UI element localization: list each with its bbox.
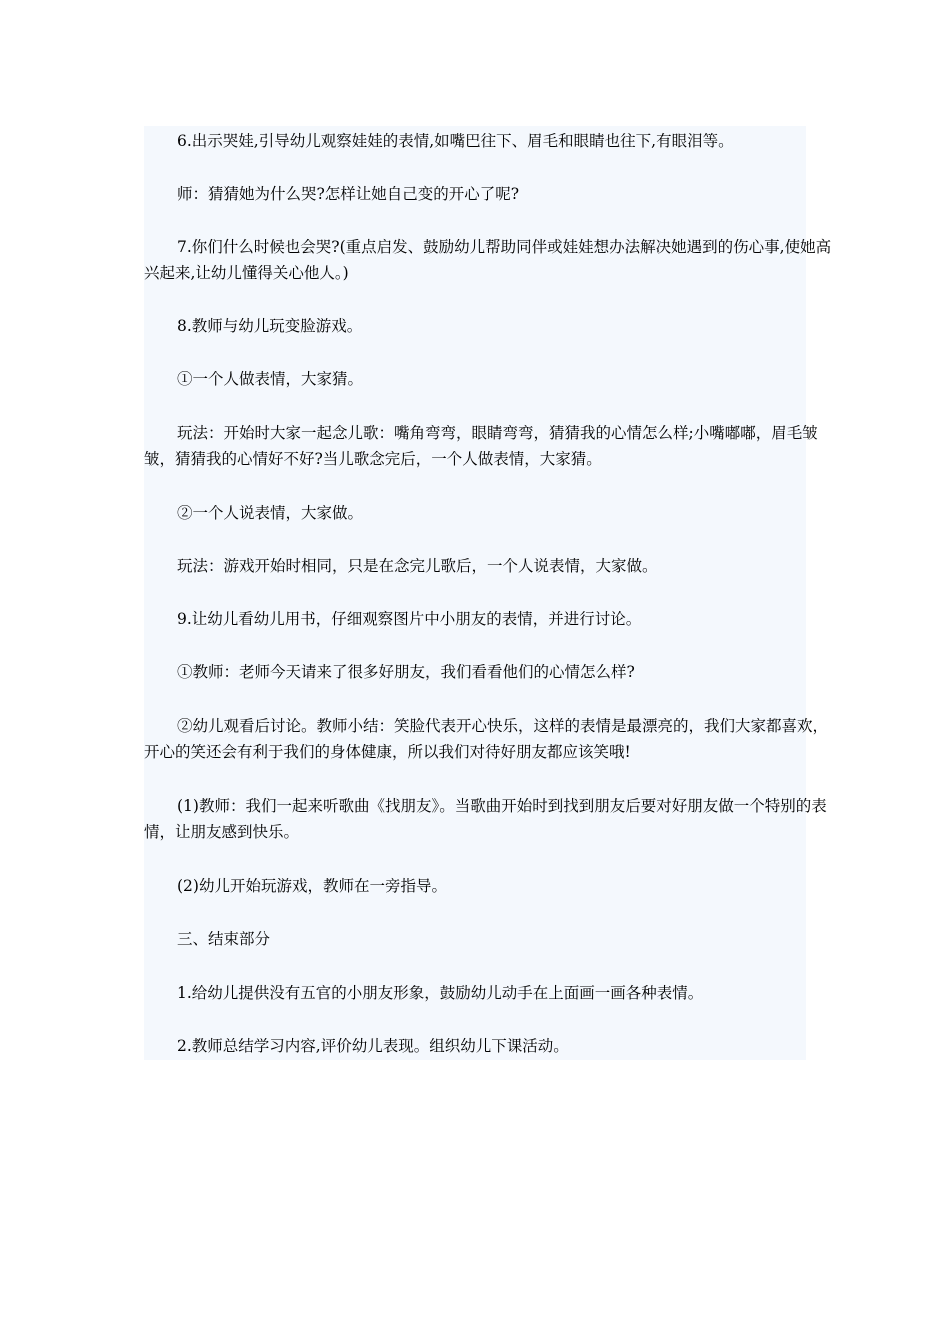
paragraph-step-8: 8.教师与幼儿玩变脸游戏。 (177, 317, 363, 335)
section-heading-closing: 三、结束部分 (177, 930, 271, 948)
paragraph-play-game: (2)幼儿开始玩游戏，教师在一旁指导。 (177, 877, 447, 895)
paragraph-game-1: ①一个人做表情，大家猜。 (177, 370, 364, 388)
paragraph-game-1-rules: 玩法：开始时大家一起念儿歌：嘴角弯弯，眼睛弯弯，猜猜我的心情怎么样;小嘴嘟嘟，眉毛皱皱，猜猜我的心情好不好?当儿歌念完后，一个人做表情，大家猜。 (144, 424, 818, 468)
paragraph-teacher-intro: ①教师：老师今天请来了很多好朋友，我们看看他们的心情怎么样? (177, 663, 635, 681)
paragraph-step-6: 6.出示哭娃,引导幼儿观察娃娃的表情,如嘴巴往下、眉毛和眼睛也往下,有眼泪等。 (177, 132, 734, 150)
paragraph-game-2-rules: 玩法：游戏开始时相同，只是在念完儿歌后，一个人说表情，大家做。 (177, 557, 658, 575)
paragraph-step-7: 7.你们什么时候也会哭?(重点启发、鼓励幼儿帮助同伴或娃娃想办法解决她遇到的伤心事,使她高兴起来,让幼儿懂得关心他人。) (144, 238, 832, 282)
paragraph-closing-2: 2.教师总结学习内容,评价幼儿表现。组织幼儿下课活动。 (177, 1037, 569, 1055)
paragraph-step-9: 9.让幼儿看幼儿用书，仔细观察图片中小朋友的表情，并进行讨论。 (177, 610, 642, 628)
paragraph-discussion-summary: ②幼儿观看后讨论。教师小结：笑脸代表开心快乐，这样的表情是最漂亮的，我们大家都喜欢，开心的笑还会有利于我们的身体健康，所以我们对待好朋友都应该笑哦! (144, 717, 829, 761)
paragraph-song-activity: (1)教师：我们一起来听歌曲《找朋友》。当歌曲开始时到找到朋友后要对好朋友做一个特别的表情，让朋友感到快乐。 (144, 797, 827, 841)
paragraph-teacher-question: 师：猜猜她为什么哭?怎样让她自己变的开心了呢? (177, 185, 520, 203)
paragraph-game-2: ②一个人说表情，大家做。 (177, 504, 364, 522)
paragraph-closing-1: 1.给幼儿提供没有五官的小朋友形象，鼓励幼儿动手在上面画一画各种表情。 (177, 984, 704, 1002)
